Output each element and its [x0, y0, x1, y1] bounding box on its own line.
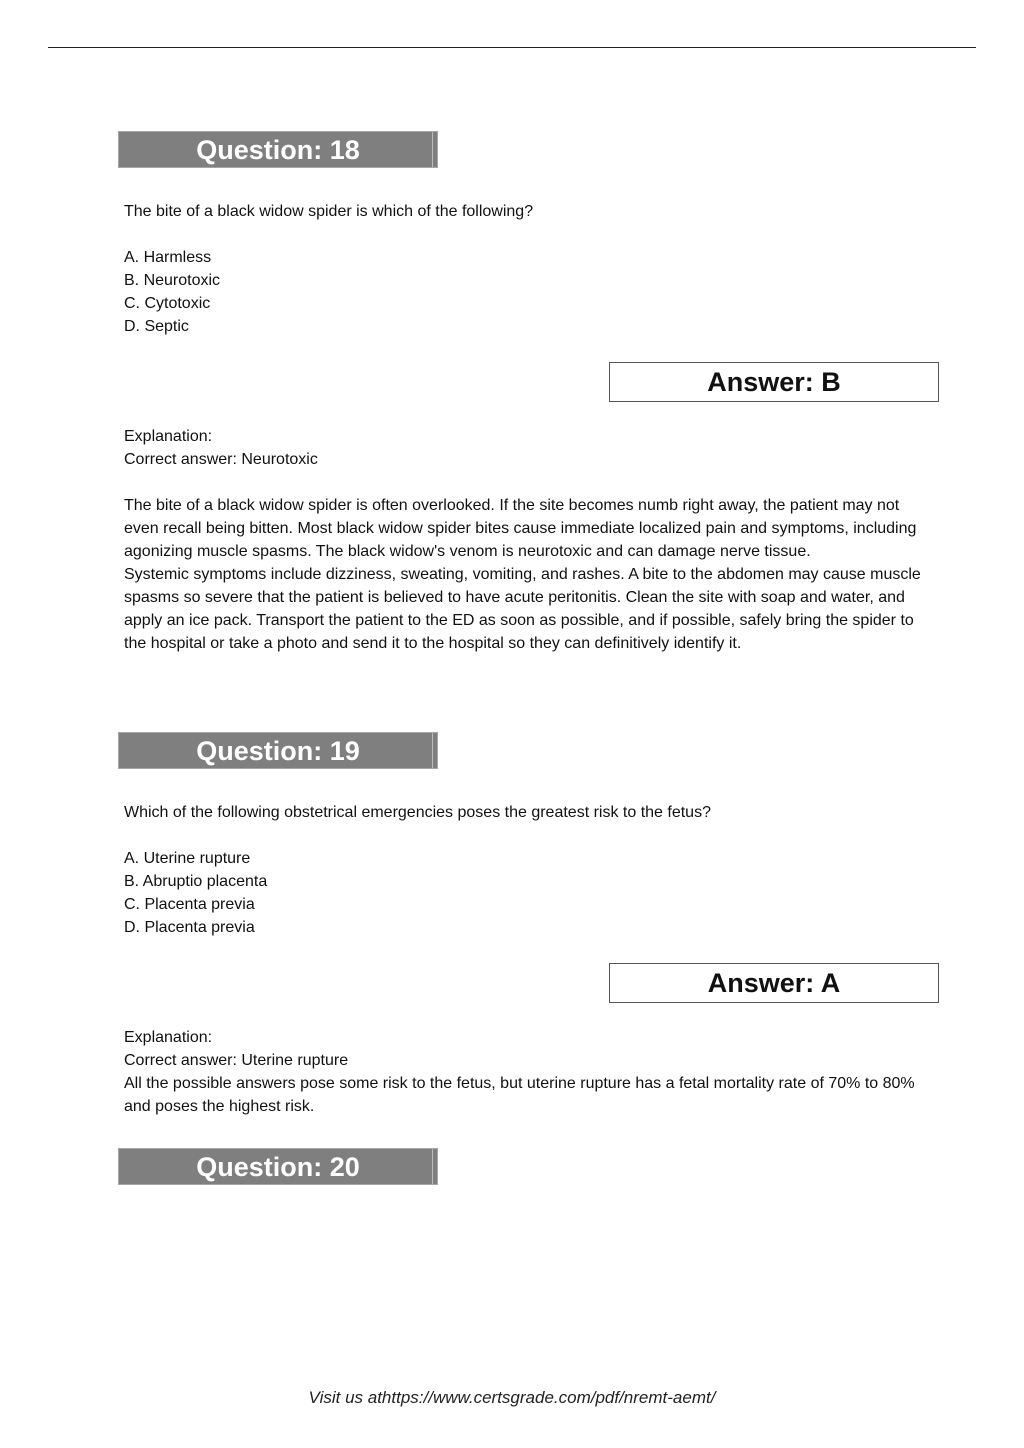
option-item: B. Neurotoxic — [124, 272, 221, 289]
question-heading-text: Question: 19 — [196, 736, 360, 766]
question-prompt: Which of the following obstetrical emergencies poses the greatest risk to the fetus? — [124, 804, 711, 821]
answer-box — [609, 362, 939, 402]
option-item: B. Abruptio placenta — [124, 873, 268, 890]
answer-text: Answer: B — [707, 367, 841, 397]
option-item: D. Placenta previa — [124, 919, 255, 936]
question-heading-text: Question: 18 — [196, 135, 360, 165]
answer-box — [609, 963, 939, 1003]
explanation-line: Correct answer: Uterine rupture — [124, 1052, 349, 1069]
option-item: D. Septic — [124, 318, 189, 335]
option-list — [124, 246, 934, 338]
option-item: C. Placenta previa — [124, 896, 255, 913]
explanation-paragraph: The bite of a black widow spider is often overlooked. If the site becomes numb right away, the patient may not even recall being bitten. Most black widow spider bites cause immediate localized pain and symptoms, including agonizing muscle spasms. The black widow's venom is neurotoxic and can damage nerve tissue. — [124, 497, 917, 560]
question-heading-text: Question: 20 — [196, 1152, 360, 1182]
header-rule — [48, 47, 976, 48]
option-item: A. Uterine rupture — [124, 850, 251, 867]
question-heading — [118, 131, 438, 168]
explanation-block — [124, 1026, 934, 1118]
question-heading — [118, 1148, 438, 1185]
explanation-paragraph: Systemic symptoms include dizziness, sweating, vomiting, and rashes. A bite to the abdomen may cause muscle spasms so severe that the patient is believed to have acute peritonitis. Clean the site with soap and water, and apply an ice pack. Transport the patient to the ED as soon as possible, and if possible, safely bring the spider to the hospital or take a photo and send it to the hospital so they can definitively identify it. — [124, 566, 921, 652]
explanation-line: Correct answer: Neurotoxic — [124, 451, 318, 468]
footer-link[interactable]: Visit us athttps://www.certsgrade.com/pdf/nremt-aemt/ — [308, 1388, 716, 1407]
option-list — [124, 847, 934, 939]
explanation-line: Explanation: — [124, 1029, 213, 1046]
option-item: A. Harmless — [124, 249, 212, 266]
question-heading — [118, 732, 438, 769]
answer-text: Answer: A — [707, 968, 841, 998]
option-item: C. Cytotoxic — [124, 295, 211, 312]
explanation-line: Explanation: — [124, 428, 213, 445]
explanation-paragraph: All the possible answers pose some risk to the fetus, but uterine rupture has a fetal mortality rate of 70% to 80% and poses the highest risk. — [124, 1075, 915, 1115]
question-prompt: The bite of a black widow spider is which of the following? — [124, 203, 534, 220]
explanation-line — [124, 471, 934, 494]
explanation-block — [124, 425, 934, 655]
